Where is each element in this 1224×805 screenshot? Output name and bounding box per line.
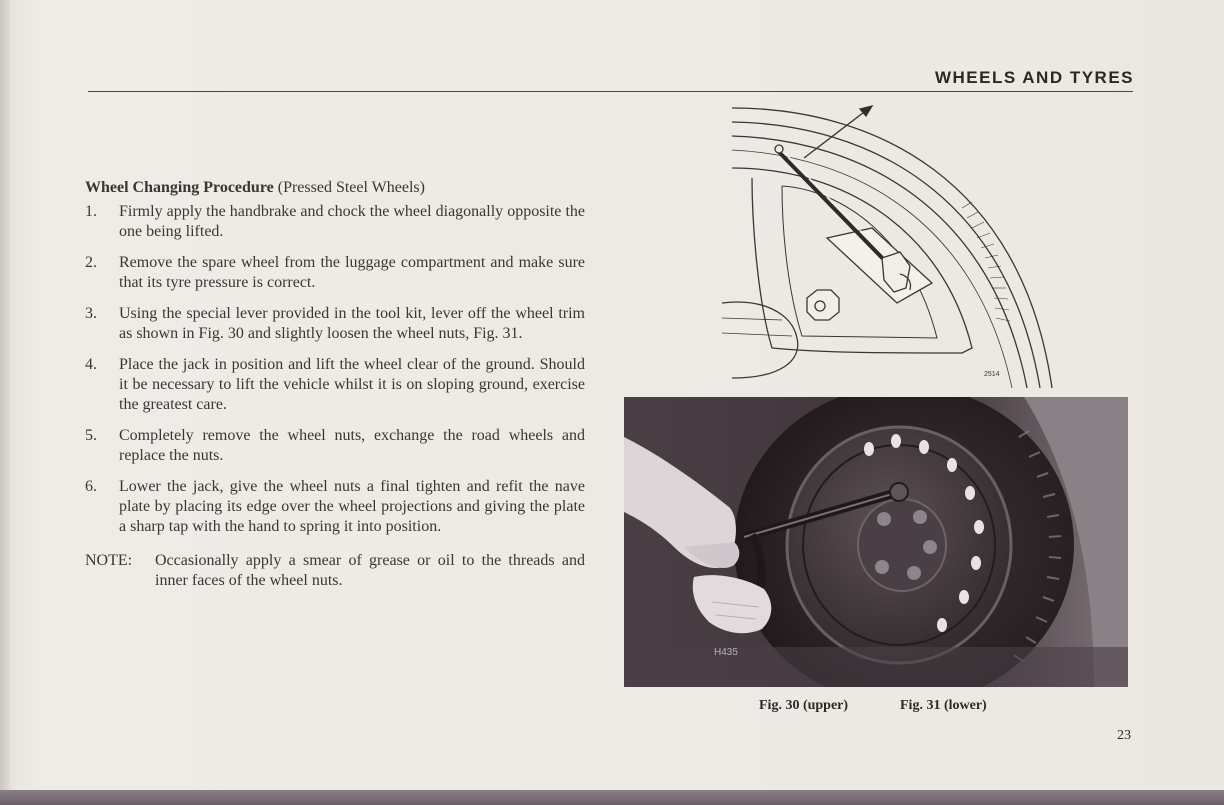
- procedure-heading-subtitle: (Pressed Steel Wheels): [273, 179, 425, 196]
- wheel-trim-illustration: [722, 98, 1072, 390]
- step-text: Completely remove the wheel nuts, exchange the road wheels and replace the nuts.: [119, 427, 585, 464]
- procedure-heading-title: Wheel Changing Procedure: [85, 179, 274, 196]
- procedure-step: [85, 253, 585, 293]
- page-bottom-edge: [0, 790, 1224, 805]
- step-text: Using the special lever provided in the tool kit, lever off the wheel trim as shown in Fig. 30 and slightly loosen the wheel nuts, Fig. 31.: [119, 305, 585, 342]
- step-text: Remove the spare wheel from the luggage compartment and make sure that its tyre pressure is correct.: [119, 254, 585, 291]
- procedure-step: [85, 304, 585, 344]
- note-label: NOTE:: [85, 552, 133, 569]
- caption-fig-31: Fig. 31 (lower): [900, 698, 987, 713]
- step-number: 5.: [85, 427, 97, 444]
- figure-code-upper: 2514: [984, 371, 1000, 378]
- step-text: Lower the jack, give the wheel nuts a final tighten and refit the nave plate by placing its edge over the wheel projections and giving the plate a sharp tap with the hand to spring it into position.: [119, 478, 585, 535]
- note: [85, 551, 585, 591]
- procedure-heading: [85, 178, 585, 198]
- step-text: Firmly apply the handbrake and chock the wheel diagonally opposite the one being lifted.: [119, 203, 585, 240]
- section-title: WHEELS AND TYRES: [934, 68, 1134, 87]
- step-number: 1.: [85, 203, 97, 220]
- procedure-step: [85, 202, 585, 242]
- step-number: 4.: [85, 356, 97, 373]
- procedure-step: [85, 477, 585, 537]
- caption-fig-30: Fig. 30 (upper): [759, 698, 849, 713]
- note-text: Occasionally apply a smear of grease or oil to the threads and inner faces of the wheel nuts.: [155, 552, 585, 589]
- binding-edge: [0, 0, 10, 790]
- figure-code-lower: H435: [714, 647, 738, 658]
- step-number: 3.: [85, 305, 97, 322]
- procedure-step: [85, 426, 585, 466]
- step-number: 2.: [85, 254, 97, 271]
- step-text: Place the jack in position and lift the wheel clear of the ground. Should it be necessary to lift the vehicle whilst it is on sloping ground, exercise the greatest care.: [119, 356, 585, 413]
- step-number: 6.: [85, 478, 97, 495]
- procedure-step: [85, 355, 585, 415]
- header-rule: [88, 91, 1133, 92]
- procedure-text: [85, 178, 585, 591]
- wheel-nut-photo: [624, 397, 1128, 687]
- page-number: 23: [1117, 728, 1131, 743]
